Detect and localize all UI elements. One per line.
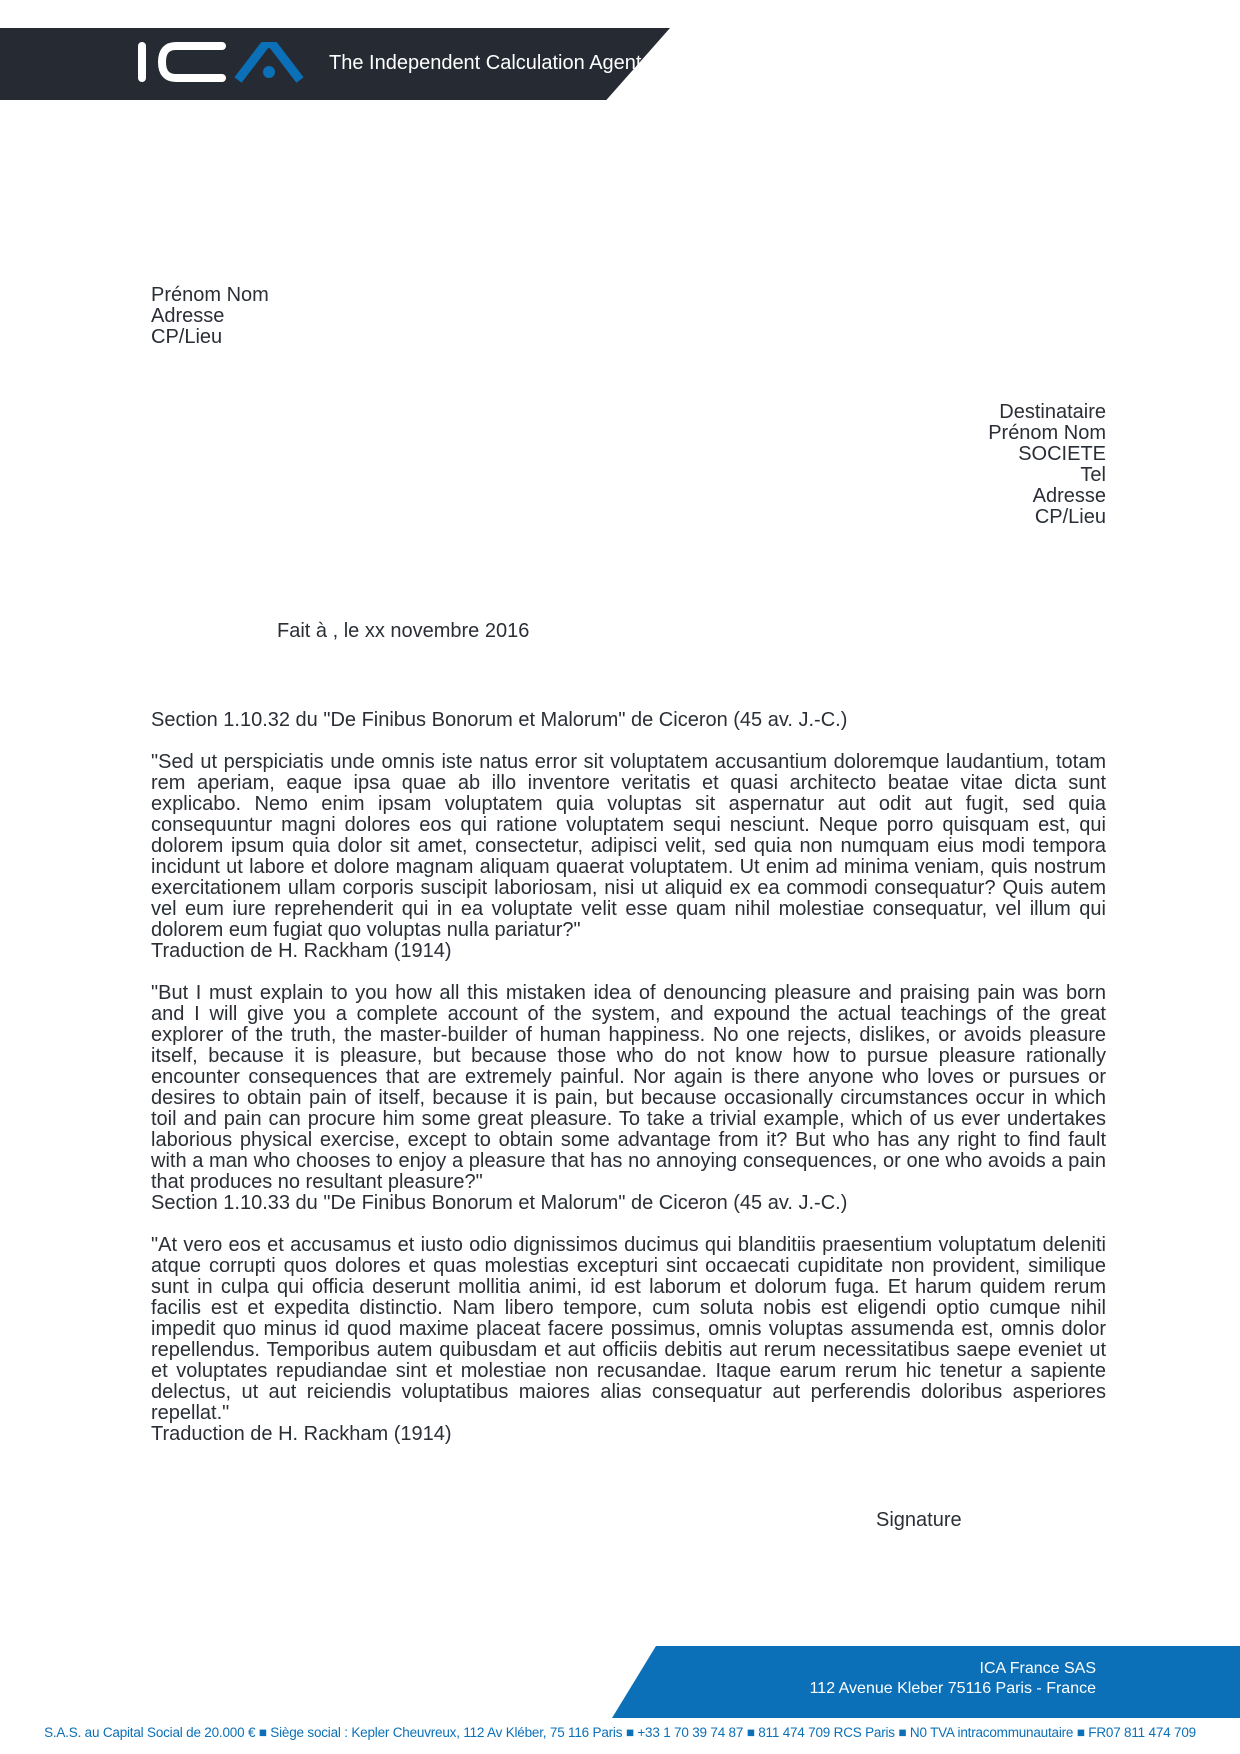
signature: Signature (876, 1509, 962, 1531)
sender-address (151, 285, 269, 348)
recipient-postcode-city: CP/Lieu (1034, 506, 1106, 528)
sender-address-line: Adresse (151, 305, 225, 327)
recipient-name: Prénom Nom (988, 422, 1106, 444)
translation-credit: Traduction de H. Rackham (1914) (151, 1423, 452, 1445)
body-paragraph: "Sed ut perspiciatis unde omnis iste natus error sit voluptatem accusantium doloremque laudantium, totam rem aperiam, eaque ipsa quae ab illo inventore veritatis et quasi architecto beatae vitae dicta sunt explicabo. Nemo enim ipsam voluptatem quia voluptas sit aspernatur aut odit aut fugit, sed quia consequuntur magni dolores eos qui ratione voluptatem sequi nesciunt. Neque porro quisquam est, qui dolorem ipsum quia dolor sit amet, consectetur, adipisci velit, sed quia non numquam eius modi tempora incidunt ut labore et dolore magnam aliquam quaerat voluptatem. Ut enim ad minima veniam, quis nostrum exercitationem ullam corporis suscipit laboriosam, nisi ut aliquid ex ea commodi consequatur? Quis autem vel eum iure reprehenderit qui in ea voluptate velit esse quam nihil molestiae consequatur, vel illum qui dolorem eum fugiat quo voluptas nulla pariatur?" (151, 751, 1106, 941)
date-line: Fait à , le xx novembre 2016 (277, 620, 530, 642)
section-title: Section 1.10.32 du "De Finibus Bonorum et Malorum" de Ciceron (45 av. J.-C.) (151, 709, 848, 731)
body-paragraph: "At vero eos et accusamus et iusto odio dignissimos ducimus qui blanditiis praesentium voluptatum deleniti atque corrupti quos dolores et quas molestias excepturi sint occaecati cupiditate non provident, similique sunt in culpa qui officia deserunt mollitia animi, id est laborum et dolorum fuga. Et harum quidem rerum facilis est et expedita distinctio. Nam libero tempore, cum soluta nobis est eligendi optio cumque nihil impedit quo minus id quod maxime placeat facere possimus, omnis voluptas assumenda est, omnis dolor repellendus. Temporibus autem quibusdam et aut officiis debitis aut rerum necessitatibus saepe eveniet ut et voluptates repudiandae sint et molestiae non recusandae. Itaque earum rerum hic tenetur a sapiente delectus, ut aut reiciendis voluptatibus maiores alias consequatur aut perferendis doloribus asperiores repellat." (151, 1234, 1106, 1424)
recipient-phone: Tel (1080, 464, 1106, 486)
footer-company-address: 112 Avenue Kleber 75116 Paris - France (809, 1680, 1096, 1697)
letter-body (151, 710, 1106, 1445)
ica-logo (138, 42, 312, 86)
header-tagline: The Independent Calculation Agent (329, 52, 642, 74)
recipient-address-line: Adresse (1032, 485, 1106, 507)
footer-company-name: ICA France SAS (979, 1660, 1096, 1677)
translation-credit: Traduction de H. Rackham (1914) (151, 940, 452, 962)
sender-name: Prénom Nom (151, 284, 269, 306)
body-paragraph: "But I must explain to you how all this mistaken idea of denouncing pleasure and praising pain was born and I will give you a complete account of the system, and expound the actual teachings of the great explorer of the truth, the master-builder of human happiness. No one rejects, dislikes, or avoids pleasure itself, because it is pleasure, but because those who do not know how to pursue pleasure rationally encounter consequences that are extremely painful. Nor again is there anyone who loves or pursues or desires to obtain pain of itself, because it is pain, but because occasionally circumstances occur in which toil and pain can procure him some great pleasure. To take a trivial example, which of us ever undertakes laborious physical exercise, except to obtain some advantage from it? But who has any right to find fault with a man who chooses to enjoy a pleasure that has no annoying consequences, or one who avoids a pain that produces no resultant pleasure?" (151, 982, 1106, 1193)
footer-legal-notice: S.A.S. au Capital Social de 20.000 € ■ Siège social : Kepler Cheuvreux, 112 Av Kléber, 75 116 Paris ■ +33 1 70 39 74 87 ■ 811 474 709 RCS Paris ■ N0 TVA intracommunautaire ■ FR07 811 474 709 (44, 1725, 1196, 1740)
recipient-company: SOCIETE (1018, 443, 1106, 465)
footer-company-info (810, 1659, 1096, 1699)
recipient-address (988, 402, 1106, 528)
recipient-label: Destinataire (999, 401, 1106, 423)
section-title: Section 1.10.33 du "De Finibus Bonorum et Malorum" de Ciceron (45 av. J.-C.) (151, 1192, 848, 1214)
sender-postcode-city: CP/Lieu (151, 326, 223, 348)
